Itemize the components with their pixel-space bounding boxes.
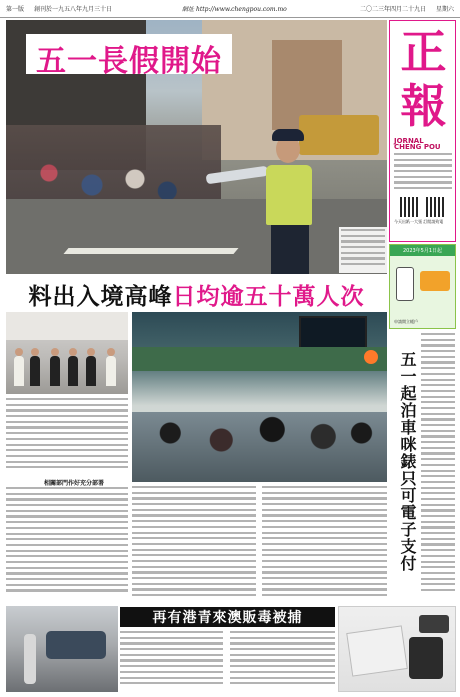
headline-part-a: 料出入境高峰 <box>28 283 173 310</box>
lamp <box>364 350 378 364</box>
main-headline <box>6 278 387 310</box>
person <box>106 356 116 386</box>
masthead-footer: 今天出紙一大張 訂閱請致電 <box>394 219 444 224</box>
press-conference-photo <box>6 312 128 394</box>
article-subhead: 相關部門作好充分部署 <box>44 480 105 487</box>
masthead <box>389 20 456 242</box>
car <box>46 631 106 659</box>
top-bar <box>0 0 460 18</box>
publisher-name: JORNAL CHENG POU <box>394 137 441 151</box>
masthead-title: 正 報 <box>400 25 447 133</box>
phone-icon <box>396 267 414 301</box>
seized-items-photo <box>338 606 456 692</box>
page-label: 第一版 <box>6 6 25 13</box>
bus <box>299 115 379 155</box>
founded-text: 創刊於一九五八年九月三十日 <box>34 6 113 13</box>
card-icon <box>420 271 450 291</box>
article-body <box>6 398 128 476</box>
hero-banner: 五一長假開始 <box>26 34 232 74</box>
border-checkpoint-photo <box>132 312 387 482</box>
person <box>30 356 40 386</box>
travellers-crowd <box>132 412 387 482</box>
wall <box>6 312 128 340</box>
road <box>6 199 387 274</box>
issue-date: 二〇二三年四月二十九日 <box>359 6 426 13</box>
person <box>50 356 60 386</box>
person <box>86 356 96 386</box>
advertisement[interactable] <box>389 244 456 329</box>
bag <box>346 625 408 676</box>
tv-screen <box>299 316 367 350</box>
headline-part-b: 日均逾五十萬人次 <box>172 283 365 310</box>
zebra-crossing <box>63 248 238 254</box>
qr-code-icon[interactable] <box>426 197 446 217</box>
article-body <box>120 631 223 693</box>
hero-caption <box>339 227 387 273</box>
walker <box>24 634 36 684</box>
person <box>68 356 78 386</box>
article-body <box>132 486 256 602</box>
url-label: 網址 http://www.chengpou.com.mo <box>182 6 287 13</box>
side-story-title: 五一起泊車咪錶只可電子支付 <box>398 351 417 572</box>
ad-heading: 2023年5月1日起 <box>390 245 455 256</box>
side-story <box>389 331 456 603</box>
camera-icon <box>419 615 449 633</box>
officer-vest <box>266 165 312 225</box>
article-body <box>230 631 335 693</box>
ad-footer: 申請開立帳戶 <box>394 319 418 324</box>
article-body <box>262 486 387 602</box>
masthead-info <box>394 139 452 193</box>
weekday: 星期六 <box>435 6 454 13</box>
hero-photo <box>6 20 387 274</box>
qr-code-icon[interactable] <box>400 197 420 217</box>
person <box>14 356 24 386</box>
article-body <box>6 487 128 601</box>
officer-legs <box>271 225 309 274</box>
bottom-headline: 再有港青來澳販毒被捕 <box>120 607 335 627</box>
officer-cap <box>272 129 304 141</box>
checkpoint-sign <box>132 347 387 371</box>
arrest-photo <box>6 606 118 692</box>
device <box>409 637 443 679</box>
site-url[interactable]: http://www.chengpou.com.mo <box>195 6 287 13</box>
